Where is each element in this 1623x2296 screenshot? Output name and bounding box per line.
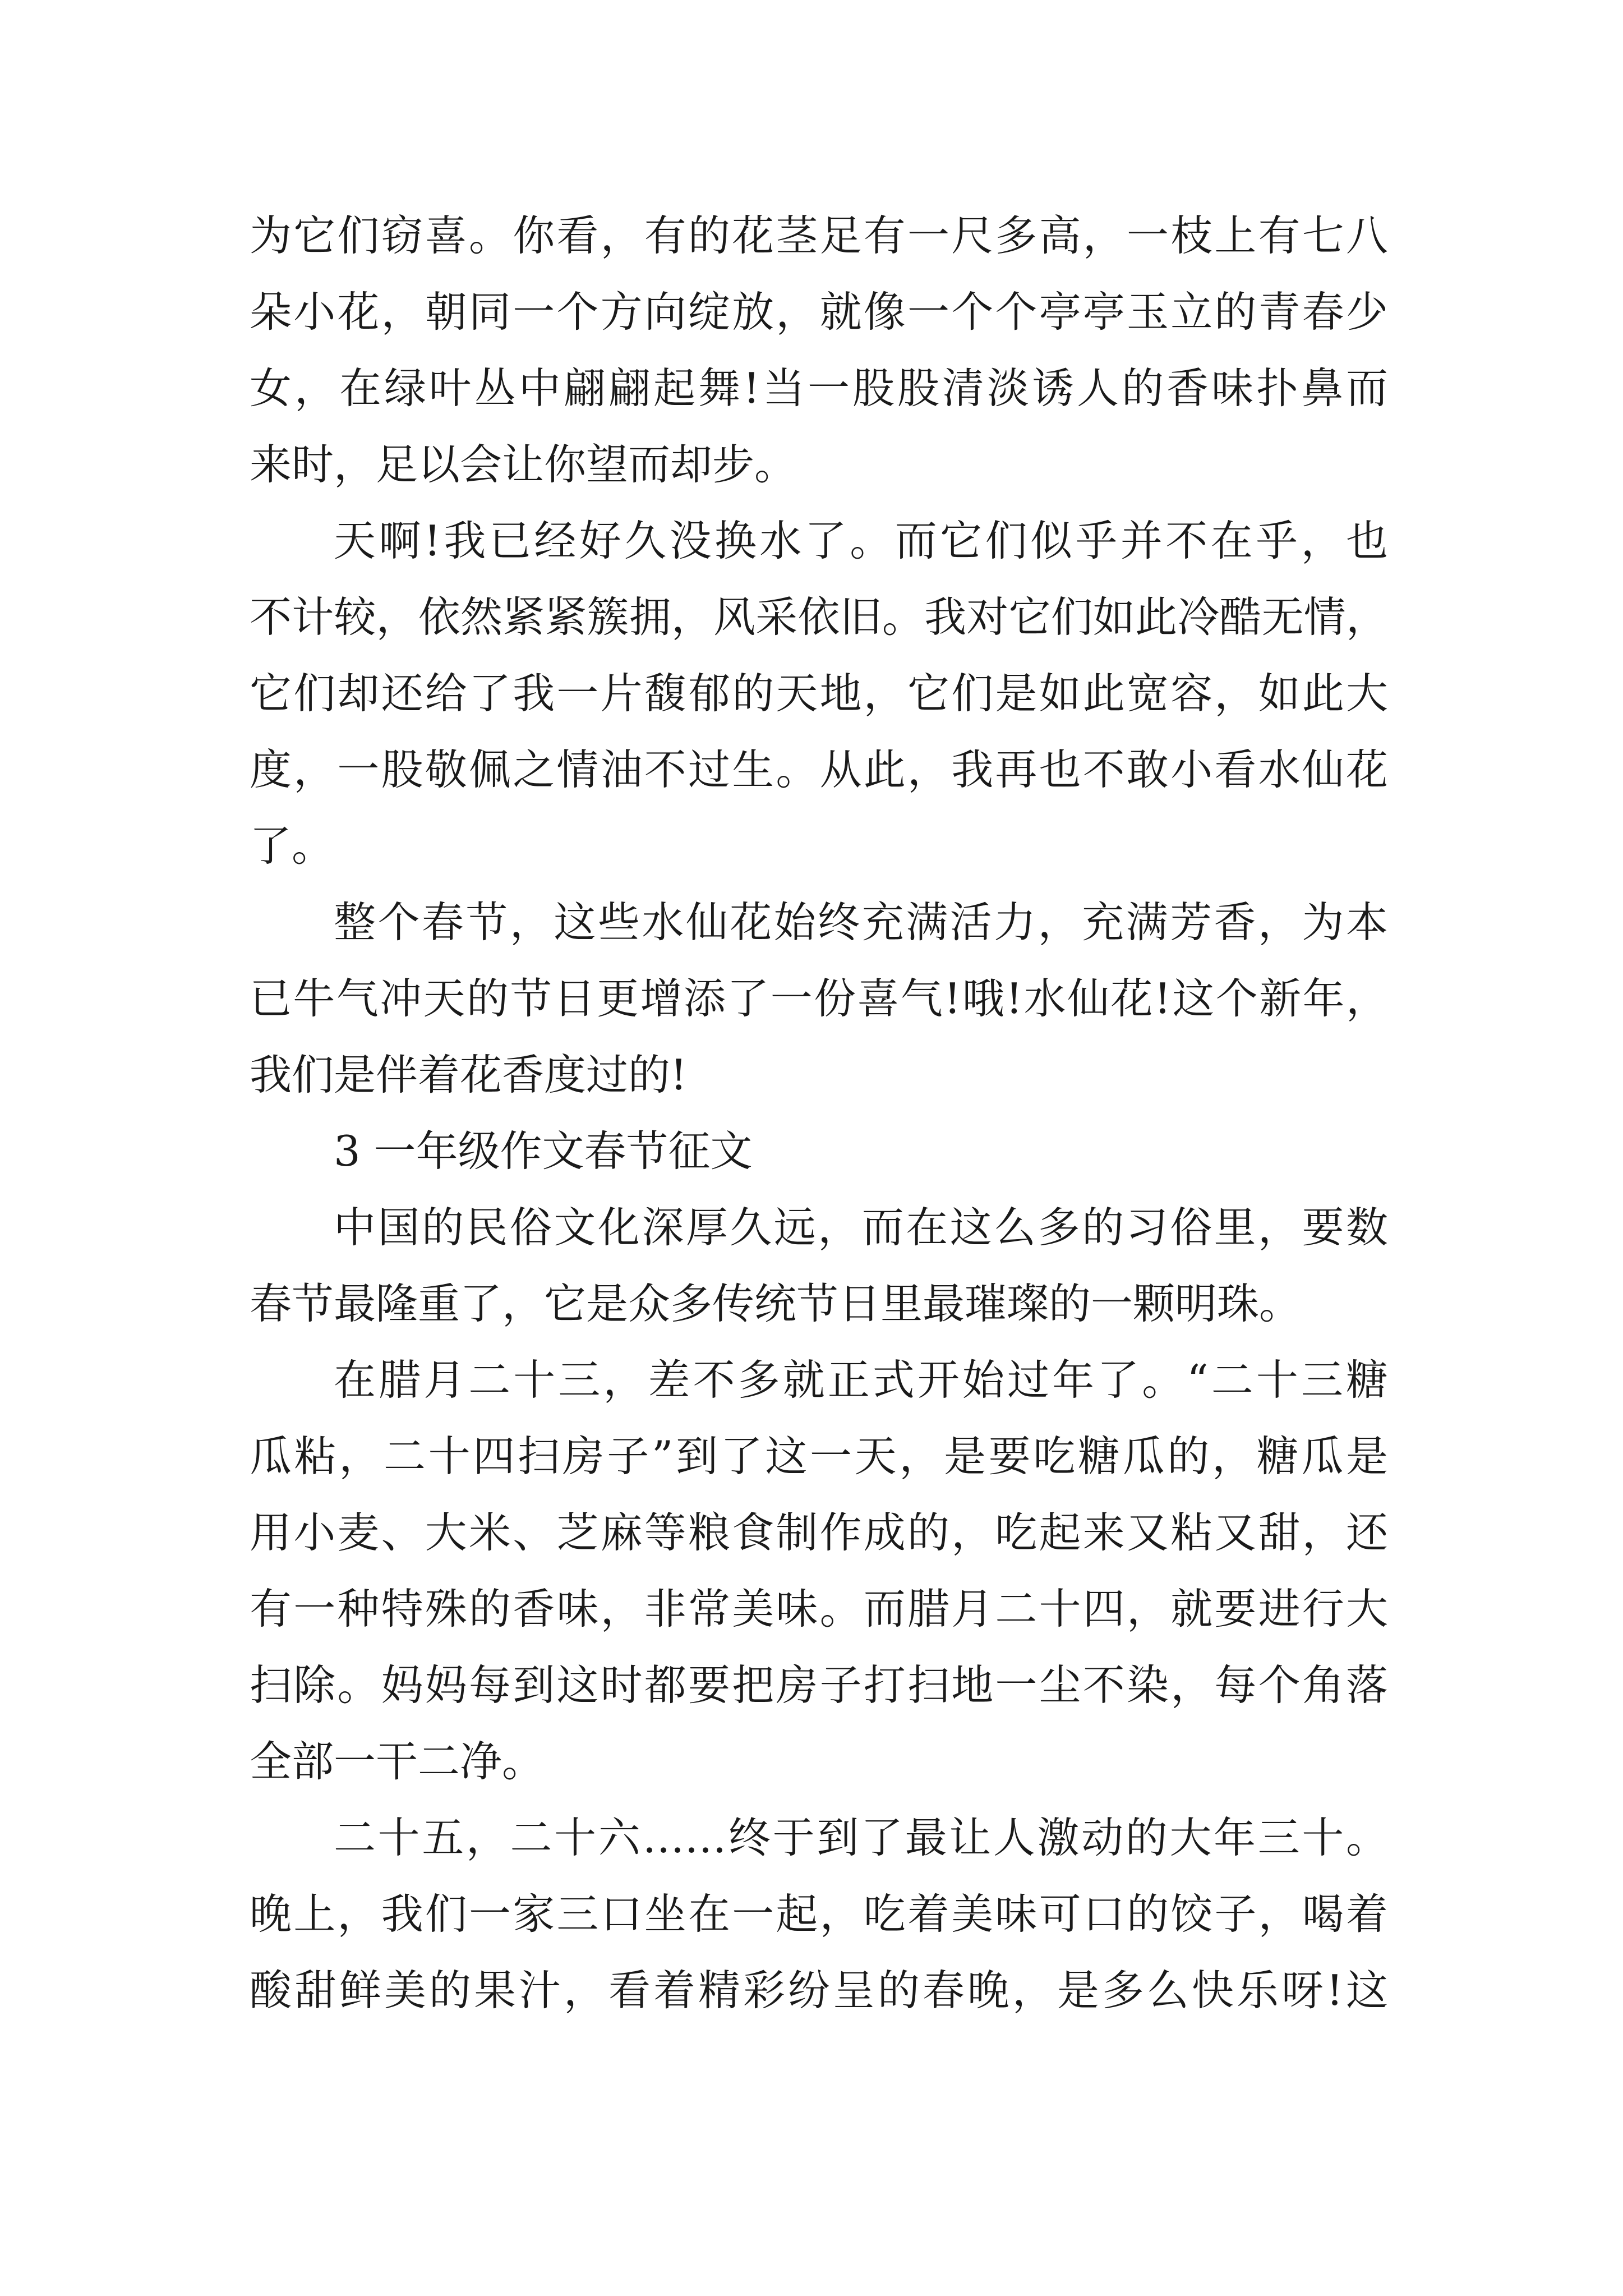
text-line: 用小麦、大米、芝麻等粮食制作成的，吃起来又粘又甜，还 bbox=[250, 1508, 1388, 1557]
text-line: 了。 bbox=[250, 821, 334, 871]
text-line: 酸甜鲜美的果汁，看着精彩纷呈的春晚，是多么快乐呀!这 bbox=[250, 1966, 1388, 2015]
text-line: 不计较，依然紧紧簇拥，风采依旧。我对它们如此冷酷无情， bbox=[250, 592, 1388, 642]
text-line: 在腊月二十三，差不多就正式开始过年了。“二十三糖 bbox=[334, 1355, 1388, 1405]
document-body bbox=[250, 197, 1388, 2028]
text-line: 我们是伴着花香度过的! bbox=[250, 1050, 688, 1099]
text-line: 为它们窃喜。你看，有的花茎足有一尺多高，一枝上有七八 bbox=[250, 211, 1388, 260]
text-line: 整个春节，这些水仙花始终充满活力，充满芳香，为本 bbox=[334, 898, 1388, 947]
text-line: 扫除。妈妈每到这时都要把房子打扫地一尘不染，每个角落 bbox=[250, 1660, 1388, 1710]
text-line: 来时，足以会让你望而却步。 bbox=[250, 440, 797, 489]
text-line: 女，在绿叶丛中翩翩起舞!当一股股清淡诱人的香味扑鼻而 bbox=[250, 364, 1388, 413]
text-line: 二十五，二十六……终于到了最让人激动的大年三十。 bbox=[334, 1813, 1388, 1862]
text-line: 度，一股敬佩之情油不过生。从此，我再也不敢小看水仙花 bbox=[250, 745, 1388, 794]
text-line: 有一种特殊的香味，非常美味。而腊月二十四，就要进行大 bbox=[250, 1584, 1388, 1634]
text-line: 晚上，我们一家三口坐在一起，吃着美味可口的饺子，喝着 bbox=[250, 1889, 1388, 1939]
text-line: 它们却还给了我一片馥郁的天地，它们是如此宽容，如此大 bbox=[250, 669, 1388, 718]
text-line: 春节最隆重了，它是众多传统节日里最璀璨的一颗明珠。 bbox=[250, 1279, 1302, 1328]
text-line: 朵小花，朝同一个方向绽放，就像一个个亭亭玉立的青春少 bbox=[250, 287, 1388, 337]
text-line: 瓜粘，二十四扫房子”到了这一天，是要吃糖瓜的，糖瓜是 bbox=[250, 1432, 1388, 1481]
section-heading: 3 一年级作文春节征文 bbox=[334, 1126, 753, 1176]
text-line: 中国的民俗文化深厚久远，而在这么多的习俗里，要数 bbox=[334, 1203, 1388, 1252]
text-line: 已牛气冲天的节日更增添了一份喜气!哦!水仙花!这个新年， bbox=[250, 974, 1388, 1023]
text-line: 全部一干二净。 bbox=[250, 1737, 545, 1786]
text-line: 天啊!我已经好久没换水了。而它们似乎并不在乎，也 bbox=[334, 516, 1388, 565]
